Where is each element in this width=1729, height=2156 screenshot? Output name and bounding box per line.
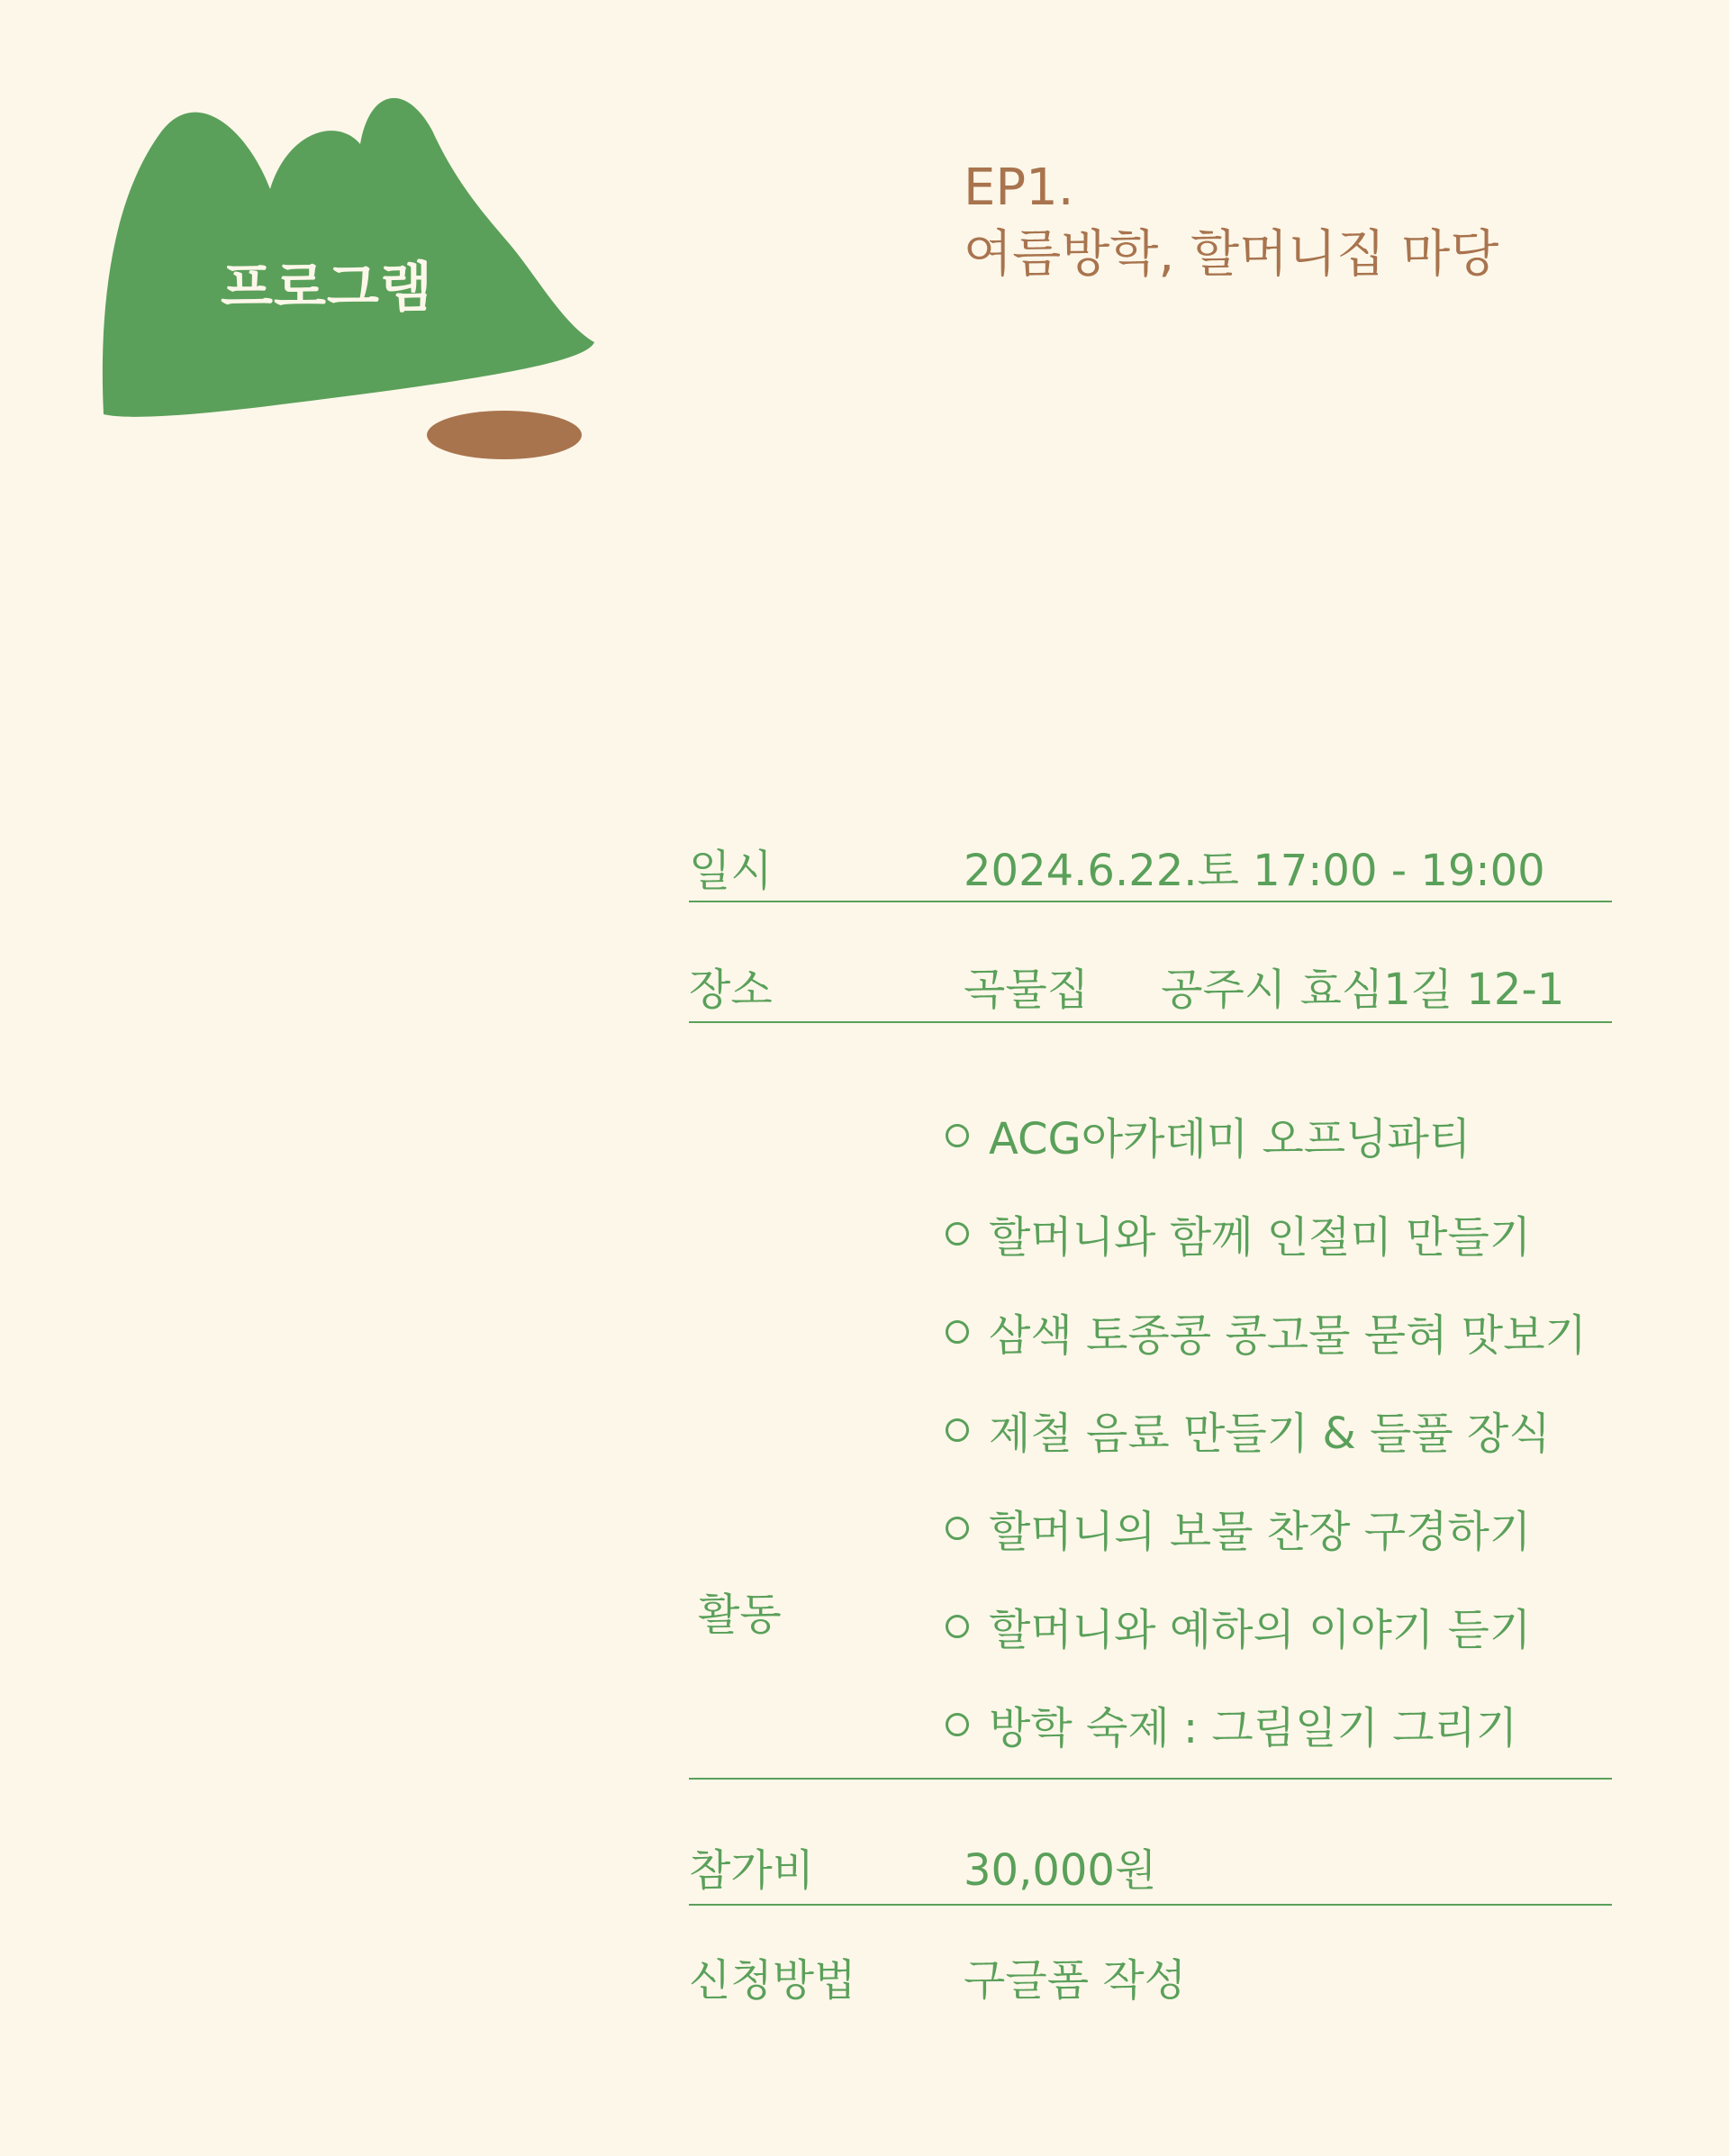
fee-label: 참가비: [689, 1845, 815, 1896]
date-row: [689, 811, 1612, 902]
list-item: ACG아카데미 오프닝파티: [946, 1104, 1471, 1166]
apply-value: 구글폼 작성: [964, 1955, 1187, 2006]
circle-bullet-icon: [946, 1713, 969, 1736]
list-item: 삼색 토종콩 콩고물 묻혀 맛보기: [946, 1300, 1587, 1363]
place-value: [964, 955, 1564, 1017]
episode-name: 여름방학, 할머니집 마당: [964, 225, 1499, 284]
date-value: 2024.6.22.토 17:00 - 19:00: [964, 846, 1545, 896]
program-info-table: [689, 811, 1612, 2014]
activities-label: 활동: [698, 1590, 782, 1640]
episode-title: [964, 155, 1498, 288]
circle-bullet-icon: [946, 1615, 969, 1638]
circle-bullet-icon: [946, 1222, 969, 1246]
place-address: 공주시 효심1길 12-1: [1161, 965, 1565, 1015]
circle-bullet-icon: [946, 1517, 969, 1540]
list-item: 할머니와 함께 인절미 만들기: [946, 1202, 1531, 1264]
apply-row: [689, 1906, 1612, 2014]
circle-bullet-icon: [946, 1418, 969, 1442]
apply-label: 신청방법: [689, 1955, 856, 2006]
place-name: 곡물집: [964, 965, 1090, 1015]
fee-row: [689, 1780, 1612, 1906]
brown-ground-shape: [427, 411, 582, 459]
activities-row: [689, 1023, 1612, 1780]
program-badge-label: 프로그램: [221, 257, 433, 320]
date-label: 일시: [689, 846, 773, 896]
circle-bullet-icon: [946, 1124, 969, 1147]
place-row: [689, 902, 1612, 1023]
place-label: 장소: [689, 965, 773, 1015]
list-item: 할머니의 보물 찬장 구경하기: [946, 1497, 1531, 1559]
list-item: 방학 숙제 : 그림일기 그리기: [946, 1693, 1517, 1755]
list-item: 할머니와 예하의 이야기 듣기: [946, 1595, 1531, 1657]
list-item: 제철 음료 만들기 & 들풀 장식: [946, 1399, 1551, 1461]
episode-number: EP1.: [964, 159, 1074, 217]
fee-value: 30,000원: [964, 1845, 1157, 1896]
circle-bullet-icon: [946, 1320, 969, 1344]
